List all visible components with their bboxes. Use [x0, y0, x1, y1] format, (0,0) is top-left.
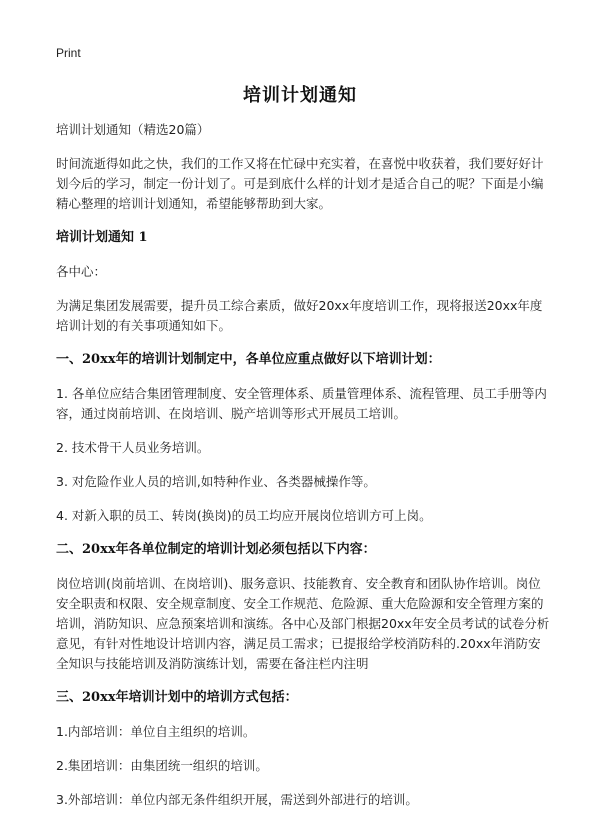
- heading-one: 一、20xx年的培训计划制定中，各单位应重点做好以下培训计划：: [56, 352, 441, 367]
- greeting: 各中心：: [56, 264, 107, 279]
- intro-paragraph: 时间流逝得如此之快，我们的工作又将在忙碌中充实着，在喜悦中收获着，我们要好好计划今后的学习，制定一份计划了。可是到底什么样的计划才是适合自己的呢？下面是小编精心整理的培训计划通知，希望能够帮助到大家。: [56, 156, 544, 211]
- list-item: 2.集团培训：由集团统一组织的培训。: [56, 758, 268, 773]
- heading-three: 三、20xx年培训计划中的培训方式包括：: [56, 690, 298, 705]
- list-item: 3. 对危险作业人员的培训,如特种作业、各类器械操作等。: [56, 474, 376, 489]
- paragraph: 为满足集团发展需要，提升员工综合素质，做好20xx年度培训工作，现将报送20xx年度培训计划的有关事项通知如下。: [56, 298, 543, 333]
- list-item: 2. 技术骨干人员业务培训。: [56, 440, 210, 455]
- section-heading: 培训计划通知 1: [56, 230, 148, 245]
- heading-two: 二、20xx年各单位制定的培训计划必须包括以下内容：: [56, 542, 376, 557]
- page-title: 培训计划通知: [243, 85, 357, 106]
- list-item: 1. 各单位应结合集团管理制度、安全管理体系、质量管理体系、流程管理、员工手册等内容，通过岗前培训、在岗培训、脱产培训等形式开展员工培训。: [56, 386, 547, 421]
- paragraph: 岗位培训(岗前培训、在岗培训)、服务意识、技能教育、安全教育和团队协作培训。岗位安全职责和权限、安全规章制度、安全工作规范、危险源、重大危险源和安全管理方案的培训，消防知识、应急预案培训和演练。各中心及部门根据20xx年安全员考试的试卷分析意见，有针对性地设计培训内容，满足员工需求；已提报给学校消防科的.20xx年消防安全知识与技能培训及消防演练计划，需要在备注栏内注明: [56, 576, 550, 671]
- list-item: 4. 对新入职的员工、转岗(换岗)的员工均应开展岗位培训方可上岗。: [56, 508, 432, 523]
- document-body: [56, 120, 552, 824]
- subtitle: 培训计划通知（精选20篇）: [56, 122, 210, 137]
- list-item: 1.内部培训：单位自主组织的培训。: [56, 724, 256, 739]
- print-label[interactable]: Print: [56, 46, 81, 60]
- list-item: 3.外部培训：单位内部无条件组织开展，需送到外部进行的培训。: [56, 792, 418, 807]
